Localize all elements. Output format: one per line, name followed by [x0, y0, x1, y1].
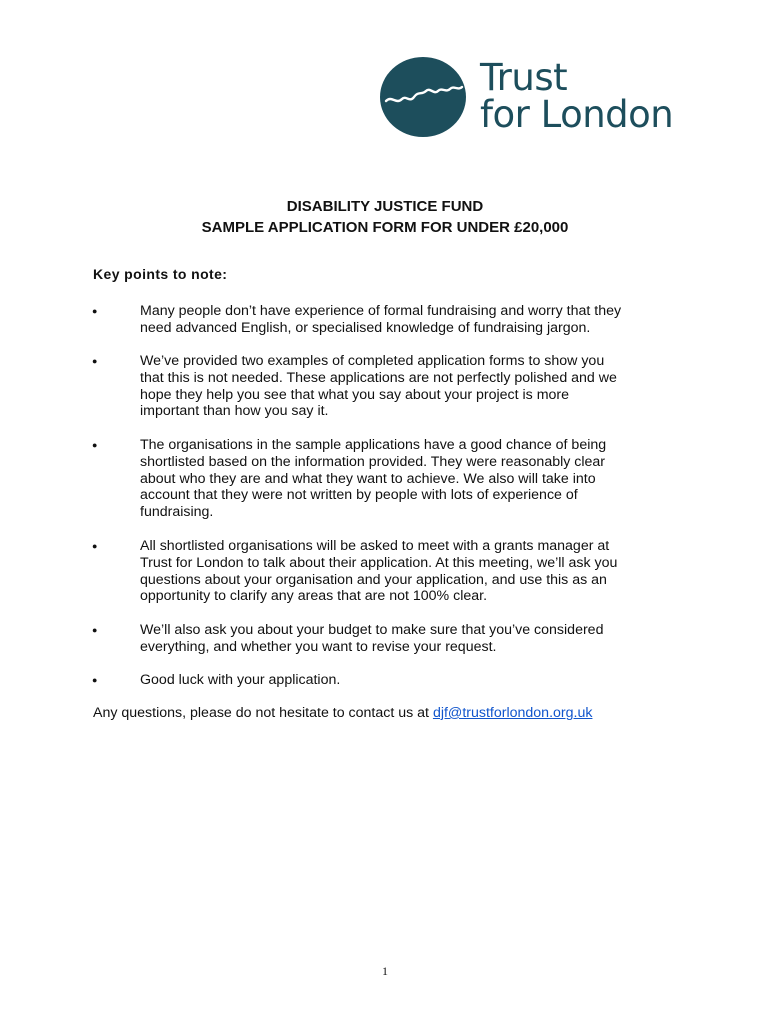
- key-point-line: important than how you say it.: [140, 403, 329, 420]
- bullet-icon: ●: [92, 675, 98, 685]
- key-point-line: account that they were not written by people with lots of experience of: [140, 487, 578, 504]
- key-point-line: We’ll also ask you about your budget to make sure that you’ve considered: [140, 622, 604, 638]
- logo-line-1: Trust: [480, 56, 568, 99]
- key-point-line: All shortlisted organisations will be asked to meet with a grants manager at: [140, 538, 610, 554]
- bullet-icon: ●: [92, 306, 98, 316]
- bullet-icon: ●: [92, 625, 98, 635]
- trust-for-london-logo: [380, 57, 680, 139]
- bullet-icon: ●: [92, 541, 98, 551]
- contact-email-link[interactable]: djf@trustforlondon.org.uk: [432, 705, 593, 721]
- key-point-item: [140, 353, 680, 420]
- key-point-line: need advanced English, or specialised knowledge of fundraising jargon.: [140, 319, 591, 336]
- key-point-line: shortlisted based on the information provided. They were reasonably clear: [140, 453, 606, 470]
- logo-line-2: for London: [480, 93, 674, 136]
- key-point-line: opportunity to clarify any areas that are not 100% clear.: [140, 588, 488, 605]
- logo-wordmark: [480, 56, 674, 136]
- key-point-item: [140, 622, 680, 656]
- key-point-line: Trust for London to talk about their application. At this meeting, we’ll ask you: [140, 554, 618, 571]
- key-point-item: [140, 538, 680, 605]
- river-thames-circle-icon: [380, 57, 466, 137]
- key-point-line: Good luck with your application.: [140, 672, 341, 688]
- key-point-item: [140, 437, 680, 521]
- key-point-item: [140, 303, 680, 337]
- key-point-line: everything, and whether you want to revise your request.: [140, 638, 497, 655]
- key-points-heading: Key points to note:: [93, 266, 228, 282]
- contact-paragraph: [93, 705, 592, 722]
- contact-text: Any questions, please do not hesitate to contact us at: [93, 705, 433, 721]
- key-point-line: hope they help you see that what you say about your project is more: [140, 386, 570, 403]
- bullet-icon: ●: [92, 356, 98, 366]
- page-number: 1: [382, 964, 388, 978]
- key-point-line: fundraising.: [140, 504, 214, 521]
- key-point-line: We’ve provided two examples of completed application forms to show you: [140, 353, 605, 369]
- document-subtitle: SAMPLE APPLICATION FORM FOR UNDER £20,000: [201, 219, 569, 236]
- key-point-line: questions about your organisation and your application, and use this as an: [140, 571, 607, 588]
- key-point-line: Many people don’t have experience of formal fundraising and worry that they: [140, 303, 622, 319]
- bullet-icon: ●: [92, 440, 98, 450]
- key-point-line: about who they are and what they want to achieve. We also will take into: [140, 470, 596, 487]
- key-point-line: that this is not needed. These applications are not perfectly polished and we: [140, 369, 617, 386]
- key-point-item: [140, 672, 680, 689]
- document-title: DISABILITY JUSTICE FUND: [286, 198, 484, 215]
- key-point-line: The organisations in the sample applications have a good chance of being: [140, 437, 607, 453]
